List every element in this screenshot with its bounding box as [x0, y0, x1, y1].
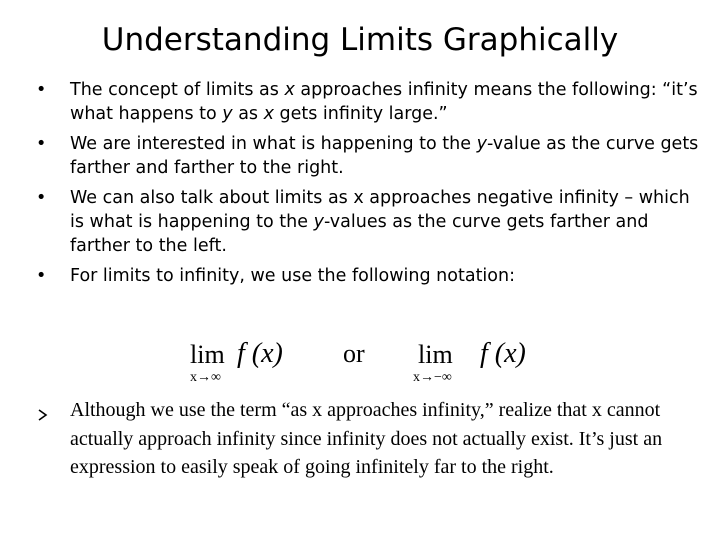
lim-operator-left: lim: [190, 340, 225, 369]
bullet-text-part: -values as the curve gets farther and farther to the left.: [70, 212, 649, 256]
bullet-marker: •: [36, 134, 47, 154]
bullet-text-part: We are interested in what is happening to the: [70, 134, 477, 154]
variable-x: x: [263, 104, 274, 124]
variable-y: y: [222, 104, 233, 124]
bullet-text-part: We can also talk about limits as x approaches negative infinity – which is what is happening to the: [70, 188, 690, 232]
arrowhead-bullet-icon: [36, 402, 50, 416]
function-expression-right: f (x): [480, 338, 526, 369]
bullet-item-1: [36, 78, 706, 126]
note-paragraph: [36, 396, 701, 482]
bullet-item-3: [36, 186, 706, 258]
lim-subscript-left: x→∞: [190, 370, 221, 385]
bullet-list: [36, 78, 706, 294]
bullet-text-part: For limits to infinity, we use the following notation:: [70, 266, 515, 286]
bullet-text-part: -value as the curve gets farther and farther to the right.: [70, 134, 699, 178]
bullet-marker: •: [36, 80, 47, 100]
variable-y: y: [476, 134, 487, 154]
variable-x: x: [284, 80, 295, 100]
lim-subscript-right: x→−∞: [413, 370, 452, 385]
bullet-text-part: approaches infinity means the following: “it’s what happens to: [70, 80, 698, 124]
or-connector: or: [343, 339, 365, 368]
limit-notation: [186, 336, 546, 390]
bullet-text-part: The concept of limits as: [70, 80, 285, 100]
lim-operator-right: lim: [418, 340, 453, 369]
function-expression-left: f (x): [237, 338, 283, 369]
bullet-marker: •: [36, 266, 47, 286]
bullet-text-part: as: [232, 104, 264, 124]
slide-title: Understanding Limits Graphically: [101, 22, 619, 58]
bullet-text-part: gets infinity large.”: [273, 104, 448, 124]
bullet-item-4: [36, 264, 706, 288]
variable-y: y: [313, 212, 324, 232]
note-text: Although we use the term “as x approaches infinity,” realize that x cannot actually approach infinity since infinity does not actually exist. It’s just an expression to easily speak of going infinitely far to the right.: [70, 399, 663, 479]
bullet-marker: •: [36, 188, 47, 208]
bullet-item-2: [36, 132, 706, 180]
